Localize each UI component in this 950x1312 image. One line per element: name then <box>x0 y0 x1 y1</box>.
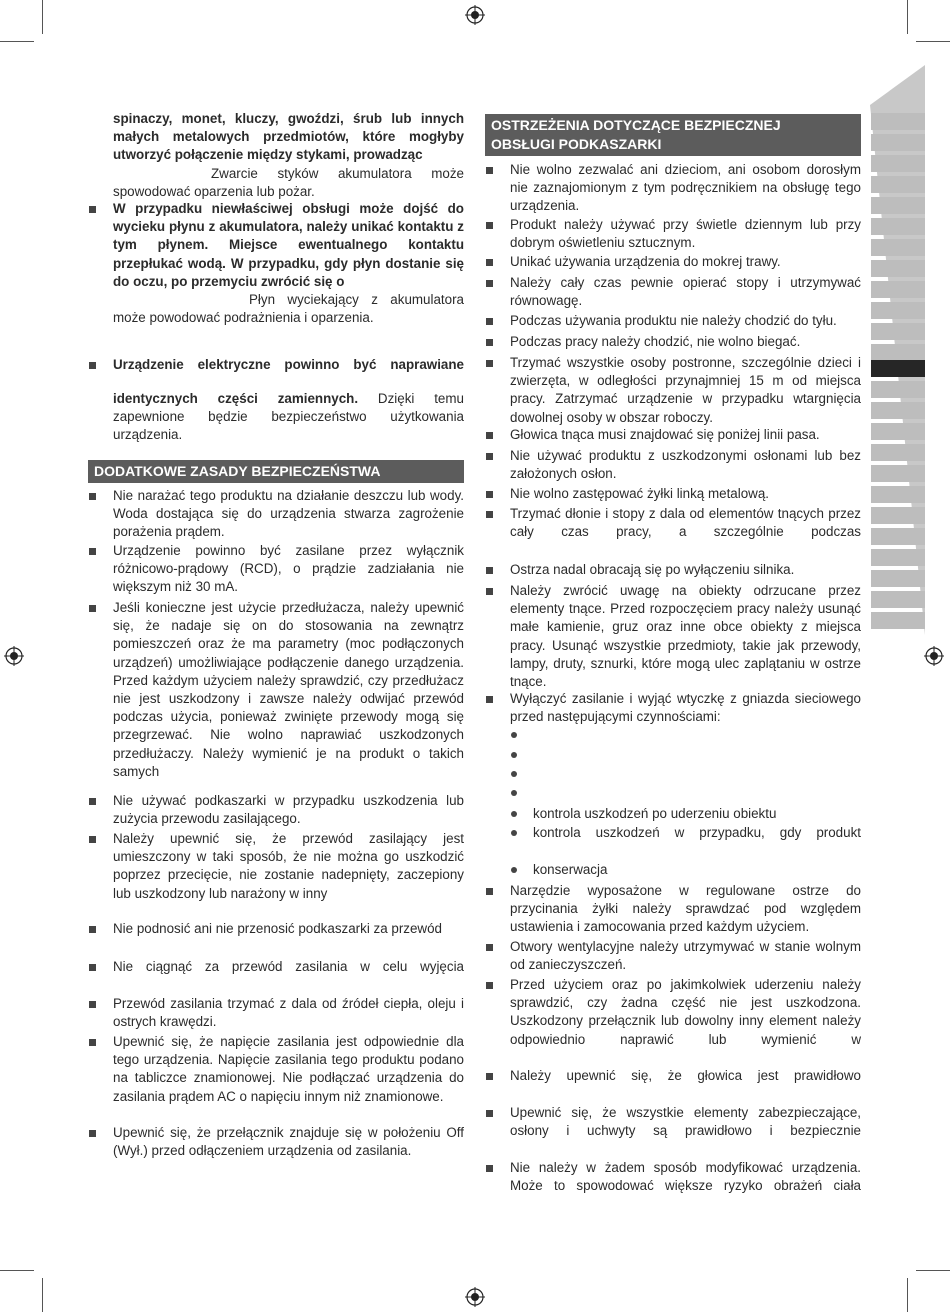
bullet-square <box>486 888 493 895</box>
bullet-square <box>89 1039 96 1046</box>
list-item-text: Należy zwrócić uwagę na obiekty odrzucane przez elementy tnące. Przed rozpoczęciem pracy należy usunąć małe kamienie, gruz oraz inne obce obiekty z miejsca pracy. Usunąć wszystkie przedmioty, takie jak przewody, lampy, druty, sznurki, które mogą ulec zaplątaniu w ostrze tnące. <box>510 583 861 690</box>
crop-mark <box>42 1278 43 1312</box>
list-item-text: Upewnić się, że napięcie zasilania jest odpowiednie dla tego urządzenia. Napięcie zasilania tego produktu podano na tabliczce znamionowej. Nie podłączać urządzenia do zasilania prądem AC o napięciu innym niż znamionowe. <box>113 1034 464 1104</box>
list-item <box>485 1067 861 1085</box>
bullet-square <box>89 836 96 843</box>
list-item <box>88 1033 464 1106</box>
sub-bullet-dot <box>511 771 517 777</box>
sub-bullet-dot <box>511 867 517 873</box>
battery-leak-bold: W przypadku niewłaściwej obsługi może dojść do wycieku płynu z akumulatora, należy unikać kontaktu z tym płynem. Miejsce ewentualnego kontaktu przepłukać wodą. W przypadku, gdy płyn dostanie się do oczu, po przemyciu zwrócić się o <box>113 201 464 289</box>
bullet-square <box>89 605 96 612</box>
list-item-text: Przed użyciem oraz po jakimkolwiek uderzeniu należy sprawdzić, czy żadna część nie jest uszkodzona. Uszkodzony przełącznik lub dowolny inny element należy odpowiednio naprawić lub wymienić w <box>510 977 861 1047</box>
list-item <box>88 792 464 828</box>
bullet-square <box>89 548 96 555</box>
crop-mark <box>907 1278 908 1312</box>
sub-item-text: konserwacja <box>533 862 608 877</box>
list-item <box>485 690 861 726</box>
bullet-square <box>486 944 493 951</box>
bullet-square <box>486 1165 493 1172</box>
language-tab <box>871 381 925 398</box>
list-item-text: Ostrza nadal obracają się po wyłączeniu silnika. <box>510 562 795 577</box>
language-tab <box>871 134 925 151</box>
registration-mark-icon <box>465 1287 485 1307</box>
list-item-text: Nie wolno zastępować żyłki linką metalową. <box>510 486 769 501</box>
language-tab-active <box>871 360 925 377</box>
list-item-text: Nie używać podkaszarki w przypadku uszkodzenia lub zużycia przewodu zasilającego. <box>113 793 464 827</box>
list-item <box>485 561 861 579</box>
bullet-square <box>89 964 96 971</box>
language-tab <box>871 281 925 298</box>
list-item <box>485 882 861 937</box>
repair-bold-2: identycznych części zamiennych. <box>113 391 359 406</box>
language-tab <box>871 549 925 566</box>
list-item <box>88 542 464 597</box>
crop-mark <box>0 1270 34 1271</box>
language-tab <box>871 344 925 361</box>
list-item <box>485 485 861 503</box>
crop-mark <box>42 0 43 34</box>
language-tab <box>871 218 925 235</box>
bullet-square <box>89 493 96 500</box>
crop-mark <box>0 41 34 42</box>
section-header-line-2: OBSŁUGI PODKASZARKI <box>491 136 662 152</box>
bullet-square <box>486 222 493 229</box>
language-tab <box>871 155 925 172</box>
language-tab <box>871 176 925 193</box>
list-item-text: Otwory wentylacyjne należy utrzymywać w stanie wolnym od zanieczyszczeń. <box>510 939 861 973</box>
bullet-square <box>89 1130 96 1137</box>
list-item-text: Należy upewnić się, że przewód zasilający jest umieszczony w taki sposób, że nie można go uszkodzić poprzez przecięcie, nie zostanie nadepnięty, zaczepiony lub uszkodzony lub narażony w inny <box>113 831 464 901</box>
language-tab <box>871 113 925 130</box>
sub-bullet-dot <box>511 732 517 738</box>
list-item-text: Wyłączyć zasilanie i wyjąć wtyczkę z gniazda sieciowego przed następującymi czynnościami: <box>510 691 861 725</box>
list-item <box>485 447 861 483</box>
list-item-text: Trzymać wszystkie osoby postronne, szczególnie dzieci i zwierzęta, w odległości przynajmniej 15 m od miejsca pracy. Zatrzymać urządzenie w przypadku wtargnięcia dowolnej osoby w obszar roboczy. <box>510 355 861 425</box>
crop-mark <box>916 41 950 42</box>
list-item <box>485 354 861 427</box>
list-item-text: Podczas używania produktu nie należy chodzić do tyłu. <box>510 313 837 328</box>
section-header-additional-rules <box>88 460 464 483</box>
battery-contacts-bold: spinaczy, monet, kluczy, gwoździ, śrub lub innych małych metalowych przedmiotów, które mogłyby utworzyć połączenie między stykami, prowadząc <box>113 111 464 163</box>
list-item <box>485 216 861 252</box>
sub-item-text: kontrola uszkodzeń w przypadku, gdy produkt <box>533 825 861 840</box>
list-item-text: Narzędzie wyposażone w regulowane ostrze do przycinania żyłki należy sprawdzać pod względem ustawienia i zamocowania przed każdym użyciem. <box>510 883 861 935</box>
list-item <box>485 505 861 541</box>
list-item <box>485 274 861 310</box>
language-tab <box>871 197 925 214</box>
list-item-text: Nie wolno zezwalać ani dzieciom, ani osobom dorosłym nie zaznajomionym z tym podręcznikiem na obsługę tego urządzenia. <box>510 162 861 214</box>
list-item-text: Nie podnosić ani nie przenosić podkaszarki za przewód <box>113 921 442 936</box>
language-tab <box>871 465 925 482</box>
list-item-text: Nie ciągnąć za przewód zasilania w celu wyjęcia <box>113 959 464 974</box>
language-tab <box>871 323 925 340</box>
language-tab <box>871 486 925 503</box>
sub-bullet-dot <box>511 830 517 836</box>
list-item-text: Urządzenie powinno być zasilane przez wyłącznik różnicowo-prądowy (RCD), o prądzie zadziałania nie większym niż 30 mA. <box>113 543 464 595</box>
bullet-square <box>486 696 493 703</box>
battery-contacts-normal: Zwarcie styków akumulatora może spowodować oparzenia lub pożar. <box>113 165 464 199</box>
list-item <box>485 312 861 330</box>
language-tab <box>871 239 925 256</box>
language-tab <box>871 507 925 524</box>
bullet-square <box>486 1110 493 1117</box>
section-header-line-1: OSTRZEŻENIA DOTYCZĄCE BEZPIECZNEJ <box>491 117 781 133</box>
list-item-text: Podczas pracy należy chodzić, nie wolno biegać. <box>510 334 801 349</box>
list-item-text: Unikać używania urządzenia do mokrej trawy. <box>510 254 781 269</box>
language-tab <box>871 591 925 608</box>
bullet-square <box>486 167 493 174</box>
bullet-square <box>486 360 493 367</box>
battery-leak-item <box>88 200 464 327</box>
bullet-square <box>89 926 96 933</box>
bullet-square <box>89 1001 96 1008</box>
language-tab <box>871 402 925 419</box>
bullet-square <box>486 982 493 989</box>
list-item <box>88 1124 464 1160</box>
list-item <box>485 426 861 444</box>
list-item <box>485 582 861 691</box>
bullet-square <box>486 567 493 574</box>
list-item-text: Produkt należy używać przy świetle dziennym lub przy dobrym oświetleniu sztucznym. <box>510 217 861 251</box>
list-item-text: Należy cały czas pewnie opierać stopy i utrzymywać równowagę. <box>510 275 861 309</box>
bullet-square <box>486 280 493 287</box>
bullet-square <box>486 339 493 346</box>
list-item <box>485 253 861 271</box>
bullet-square <box>486 432 493 439</box>
section-header-text: DODATKOWE ZASADY BEZPIECZEŃSTWA <box>94 463 381 479</box>
registration-mark-icon <box>465 5 485 25</box>
repair-normal: Dzięki temu zapewnione będzie bezpieczeństwo użytkowania urządzenia. <box>113 391 464 443</box>
language-tab <box>871 423 925 440</box>
language-tab <box>871 260 925 277</box>
list-item-text: Trzymać dłonie i stopy z dala od elementów tnących przez cały czas pracy, a szczególnie podczas <box>510 506 861 540</box>
list-item <box>88 830 464 903</box>
repair-bold-1: Urządzenie elektryczne powinno być naprawiane <box>113 357 464 372</box>
battery-contacts-warning <box>88 110 464 201</box>
list-item-text: Upewnić się, że przełącznik znajduje się w położeniu Off (Wył.) przed odłączeniem urządzenia od zasilania. <box>113 1125 464 1159</box>
battery-contacts-text <box>88 165 464 201</box>
list-item-text: Upewnić się, że wszystkie elementy zabezpieczające, osłony i uchwyty są prawidłowo i bezpiecznie <box>510 1105 861 1139</box>
sub-item-text: kontrola uszkodzeń po uderzeniu obiektu <box>533 806 777 821</box>
bullet-square <box>486 453 493 460</box>
language-tab <box>871 570 925 587</box>
bullet-square <box>89 362 96 369</box>
list-item <box>485 161 861 216</box>
bullet-square <box>486 491 493 498</box>
list-item-text: Przewód zasilania trzymać z dala od źródeł ciepła, oleju i ostrych krawędzi. <box>113 996 464 1030</box>
list-item-text: Głowica tnąca musi znajdować się poniżej linii pasa. <box>510 427 820 442</box>
repair-item <box>88 356 464 374</box>
list-item <box>88 958 464 976</box>
list-item <box>485 1159 861 1195</box>
list-item <box>485 976 861 1049</box>
sub-bullet-dot <box>511 790 517 796</box>
list-item <box>88 920 464 938</box>
battery-leak-normal: Płyn wyciekający z akumulatora może powodować podrażnienia i oparzenia. <box>113 292 464 326</box>
bullet-square <box>486 259 493 266</box>
list-item-text: Nie narażać tego produktu na działanie deszczu lub wody. Woda dostająca się do urządzenia stwarza zagrożenie porażenia prądem. <box>113 488 464 540</box>
list-item-text: Należy upewnić się, że głowica jest prawidłowo <box>510 1068 861 1083</box>
list-item <box>485 1104 861 1140</box>
list-item <box>485 333 861 351</box>
list-item-text: Jeśli konieczne jest użycie przedłużacza, należy upewnić się, że nadaje się on do stosowania na zewnątrz pomieszczeń oraz że ma parametry (moc podłączonych urządzeń) umożliwiające podłączenie danego urządzenia. Przed każdym użyciem należy sprawdzić, czy przedłużacz nie jest uszkodzony i zawsze należy odwijać przewód podczas użycia, ponieważ zwinięte przewody mogą się przegrzewać. Nie wolno naprawiać uszkodzonych przedłużaczy. Należy wymienić je na produkt o takich samych <box>113 600 464 779</box>
crop-mark <box>907 0 908 34</box>
list-item-text: Nie używać produktu z uszkodzonymi osłonami lub bez założonych osłon. <box>510 448 861 482</box>
language-tab <box>871 444 925 461</box>
bullet-square <box>486 318 493 325</box>
section-header-safety-warnings <box>485 114 861 156</box>
battery-leak-text <box>113 291 464 327</box>
repair-continuation <box>88 390 464 445</box>
bullet-square <box>486 588 493 595</box>
list-item <box>485 938 861 974</box>
list-item <box>88 599 464 781</box>
language-tab <box>871 612 925 629</box>
language-tab <box>871 528 925 545</box>
registration-mark-icon <box>924 646 944 666</box>
list-item-text: Nie należy w żadem sposób modyfikować urządzenia. Może to spowodować większe ryzyko obrażeń ciała <box>510 1160 861 1194</box>
list-item <box>88 487 464 542</box>
sub-bullet-dot <box>511 811 517 817</box>
registration-mark-icon <box>4 646 24 666</box>
bullet-square <box>486 511 493 518</box>
list-item <box>88 995 464 1031</box>
bullet-square <box>89 206 96 213</box>
sub-bullet-dot <box>511 752 517 758</box>
crop-mark <box>916 1270 950 1271</box>
bullet-square <box>89 798 96 805</box>
language-tab <box>871 302 925 319</box>
bullet-square <box>486 1073 493 1080</box>
